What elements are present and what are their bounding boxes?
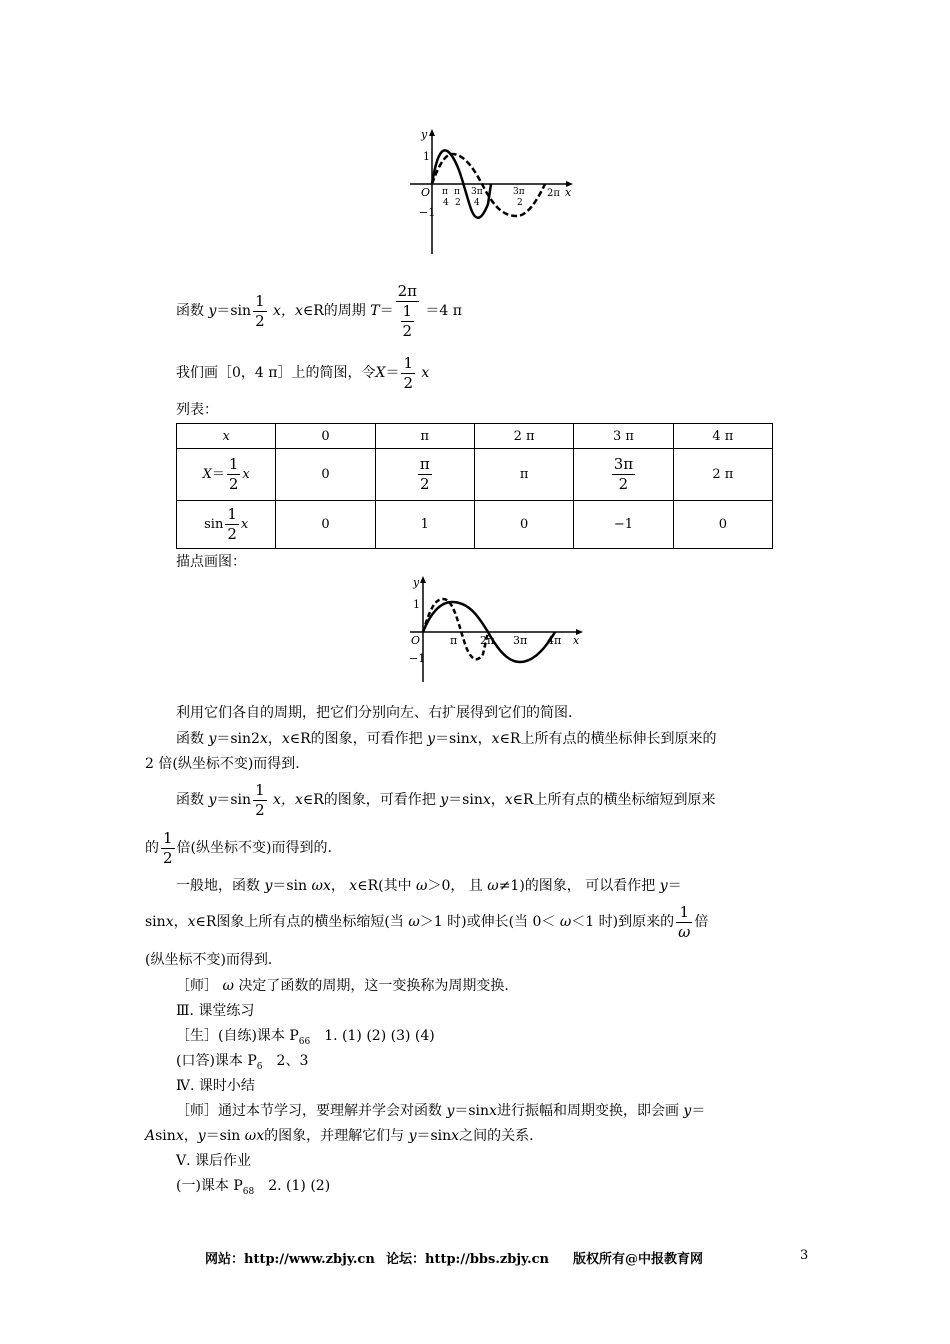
graph1-ytick-neg1: −1	[419, 206, 436, 219]
fraction-half	[401, 353, 415, 392]
var-y: y	[197, 1128, 206, 1144]
var-y: y	[408, 1128, 417, 1144]
subscript: 68	[242, 1186, 255, 1197]
var-x: x	[482, 792, 491, 808]
table-header-cell: 2 π	[474, 424, 573, 449]
text: ＝	[211, 467, 225, 482]
table-cell: 0	[276, 449, 375, 501]
text: ＝4 π	[420, 303, 462, 319]
graph1-axis-x: x	[565, 186, 572, 199]
text: ＝	[385, 365, 400, 381]
graph1-xtick-pi4-num: π	[442, 187, 448, 197]
list-label: 列表：	[176, 402, 218, 418]
table-row	[177, 449, 773, 501]
text: ∈R(其中	[357, 878, 417, 894]
var-omega: ω	[408, 914, 420, 930]
frac-den: 2	[255, 800, 265, 819]
footer-forum: 论坛：http://bbs.zbjy.cn	[386, 1252, 550, 1267]
frac-num: 1	[228, 455, 239, 473]
var-omega: ω	[244, 1128, 257, 1144]
table-cell: π	[474, 449, 573, 501]
var-y: y	[208, 303, 217, 319]
var-x: x	[175, 1128, 184, 1144]
var-A: A	[145, 1128, 156, 1144]
para-general-line1	[176, 876, 682, 896]
var-x: x，	[268, 303, 295, 319]
graph1-xtick-pi2-den: 2	[455, 198, 461, 208]
var-x: x	[294, 303, 303, 319]
table-row	[177, 501, 773, 549]
table-header-cell: 0	[276, 424, 375, 449]
para-half-line1	[176, 778, 716, 822]
var-y: y	[446, 1103, 455, 1119]
frac-num: 1	[163, 828, 173, 847]
graph1-xtick-3pi2-den: 2	[517, 198, 523, 208]
text: ＝	[667, 878, 682, 894]
var-x: x	[165, 914, 174, 930]
table-cell	[574, 449, 673, 501]
var-x: x	[322, 878, 331, 894]
text: ＝sin	[448, 792, 483, 808]
text: (口答)课本 P	[176, 1053, 257, 1069]
var-y: y	[683, 1103, 692, 1119]
value-table	[176, 423, 773, 549]
table-row-label	[177, 449, 276, 501]
var-x: x	[187, 914, 196, 930]
footer-site: 网站：http://www.zbjy.cn	[205, 1252, 375, 1267]
frac-den: 2	[255, 311, 265, 330]
table-header-cell: π	[375, 424, 474, 449]
var-x: x	[489, 1103, 497, 1119]
text: (一)课本 P	[176, 1178, 243, 1194]
var-y: y	[264, 878, 273, 894]
table-cell: 0	[276, 501, 375, 549]
graph1-xtick-pi4-den: 4	[443, 198, 449, 208]
text: ［师］	[176, 978, 223, 994]
text: sin	[204, 517, 224, 532]
var-x: x	[256, 1128, 265, 1144]
frac-den: 2	[228, 475, 239, 493]
text: ，	[330, 878, 350, 894]
period-half-x-line	[176, 276, 462, 346]
var-y: y	[208, 731, 217, 747]
subscript: 66	[298, 1036, 311, 1047]
subscript: 6	[256, 1061, 263, 1072]
text: ＝sin	[416, 1128, 452, 1144]
text: ∈R的图象，可看作把	[302, 792, 441, 808]
para-half-line2	[145, 826, 332, 870]
table-header-cell: 3 π	[574, 424, 673, 449]
text: ＝sin	[454, 1103, 490, 1119]
text: 函数	[176, 303, 209, 319]
text: ［生］(自练)课本 P	[176, 1028, 299, 1044]
var-x: x	[416, 365, 430, 381]
text: ，	[267, 731, 282, 747]
var-y: y	[208, 792, 217, 808]
text: ∈R上所有点的横坐标伸长到原来的	[499, 731, 717, 747]
text: 决定了函数的周期，这一变换称为周期变换.	[233, 978, 509, 994]
var-X: X	[202, 467, 212, 482]
section-5-heading: Ⅴ. 课后作业	[176, 1153, 252, 1169]
frac-num: 1	[679, 902, 689, 921]
graph1-xtick-3pi4-den: 4	[474, 198, 480, 208]
graph1-xtick-3pi2-num: 3π	[513, 187, 525, 197]
table-cell: 1	[375, 501, 474, 549]
practice-1	[176, 1026, 435, 1052]
frac-den: 2	[227, 525, 237, 543]
text: 2、3	[262, 1053, 309, 1069]
text: ≠1)的图象， 可以看作把	[498, 878, 660, 894]
frac-num: 1	[402, 301, 413, 320]
var-omega: ω	[487, 878, 499, 894]
text: ，	[477, 731, 492, 747]
var-x: x	[240, 517, 249, 532]
text: ，	[173, 914, 188, 930]
var-x: x	[491, 731, 500, 747]
var-omega: ω	[222, 978, 234, 994]
text: 我们画［0，4 π］上的简图，令	[176, 365, 376, 381]
table-cell: 2 π	[673, 449, 772, 501]
text: ＝sin	[435, 731, 470, 747]
graph2-xtick-3pi: 3π	[513, 634, 528, 647]
para-general-line3: (纵坐标不变)而得到.	[145, 952, 273, 968]
graph2-origin: O	[411, 634, 421, 647]
text: 的图象，并理解它们与	[264, 1128, 409, 1144]
graph-sin-comparison-1	[405, 126, 580, 256]
text: ＝sin	[272, 878, 312, 894]
graph2-ytick-neg1: −1	[409, 652, 426, 665]
text: ∈R上所有点的横坐标缩短到原来	[512, 792, 716, 808]
table-row	[177, 424, 773, 449]
graph2-axis-y: y	[413, 576, 420, 589]
graph-sin-comparison-2	[405, 574, 585, 684]
frac-num: 3π	[613, 455, 634, 473]
graph1-xtick-2pi: 2π	[547, 188, 560, 199]
table-header-cell: 4 π	[673, 424, 772, 449]
homework-1	[176, 1176, 330, 1202]
text: 倍	[694, 914, 709, 930]
var-T: T	[370, 303, 380, 319]
table-cell	[375, 449, 474, 501]
para-omega-period	[176, 976, 509, 996]
frac-den: 2	[420, 475, 430, 493]
frac-den: 2	[163, 848, 173, 867]
graph2-xtick-2pi: 2π	[480, 634, 495, 647]
text: ∈R图象上所有点的横坐标缩短(当	[195, 914, 409, 930]
para-sin2x-line2: 2 倍(纵坐标不变)而得到.	[145, 756, 300, 772]
summary-line2	[145, 1126, 534, 1146]
graph2-ytick-1: 1	[413, 598, 420, 611]
table-cell: 0	[474, 501, 573, 549]
text: 进行振幅和周期变换，即会画	[496, 1103, 684, 1119]
var-y: y	[427, 731, 436, 747]
plot-label: 描点画图：	[176, 554, 246, 570]
text: ＜1 时)到原来的	[571, 914, 675, 930]
text: 1. (1) (2) (3) (4)	[310, 1028, 435, 1044]
var-x: x	[259, 731, 268, 747]
var-omega: ω	[416, 878, 428, 894]
practice-2	[176, 1051, 308, 1077]
frac-num: 2π	[397, 281, 417, 300]
text: ＞1 时)或伸长(当 0＜	[419, 914, 560, 930]
var-omega: ω	[311, 878, 323, 894]
text: 倍(纵坐标不变)而得到的.	[176, 840, 332, 856]
graph1-axis-y: y	[421, 128, 428, 141]
table-cell: −1	[574, 501, 673, 549]
text: ＝	[379, 303, 394, 319]
fraction-period	[396, 281, 419, 340]
graph1-xtick-3pi4-num: 3π	[471, 187, 483, 197]
var-x: x	[294, 792, 303, 808]
frac-num: 1	[255, 291, 265, 310]
table-row-label	[177, 501, 276, 549]
frac-den: ω	[678, 922, 691, 941]
text: ［师］通过本节学习，要理解并学会对函数	[176, 1103, 447, 1119]
var-x: x	[242, 467, 250, 482]
text: ，	[183, 1128, 198, 1144]
frac-den: 2	[403, 373, 413, 392]
var-x: x，	[268, 792, 295, 808]
para-sin2x-line1	[176, 729, 716, 749]
frac-den: 2	[618, 475, 629, 493]
table-header-cell: x	[177, 424, 276, 449]
frac-num: 1	[403, 353, 413, 372]
footer-copyright: 版权所有@中报教育网	[573, 1252, 704, 1267]
text: ∈R的周期	[302, 303, 371, 319]
text: 函数	[176, 731, 209, 747]
graph2-xtick-pi: π	[450, 634, 458, 647]
summary-line1	[176, 1101, 705, 1121]
graph1-xtick-pi2-num: π	[454, 187, 460, 197]
para-extend: 利用它们各自的周期，把它们分别向左、右扩展得到它们的简图.	[176, 705, 573, 721]
text: ＝sin	[216, 792, 252, 808]
graph1-origin: O	[421, 186, 431, 199]
graph2-axis-x: x	[573, 634, 580, 647]
text: 一般地，函数	[176, 878, 265, 894]
frac-num: 1	[227, 505, 237, 523]
var-y: y	[659, 878, 668, 894]
text: ＝sin	[205, 1128, 245, 1144]
interval-line	[176, 352, 429, 394]
text: 之间的关系.	[459, 1128, 534, 1144]
frac-num: π	[419, 455, 430, 473]
text: ＝sin	[216, 303, 252, 319]
var-x: x	[469, 731, 478, 747]
graph2-xtick-4pi: 4π	[547, 634, 562, 647]
table-cell: 0	[673, 501, 772, 549]
frac-num: 1	[255, 780, 265, 799]
text: ＝sin2	[216, 731, 260, 747]
frac-den: 2	[402, 321, 413, 340]
para-general-line2	[145, 900, 708, 944]
var-y: y	[440, 792, 449, 808]
page-number: 3	[800, 1248, 809, 1263]
fraction-half	[253, 291, 267, 330]
text: 的	[145, 840, 159, 856]
section-3-heading: Ⅲ. 课堂练习	[176, 1003, 255, 1019]
var-x: x	[504, 792, 513, 808]
text: ∈R的图象，可看作把	[289, 731, 428, 747]
var-omega: ω	[559, 914, 572, 930]
text: 2. (1) (2)	[254, 1178, 331, 1194]
var-X: X	[375, 365, 386, 381]
text: sin	[155, 1128, 176, 1144]
text: 函数	[176, 792, 209, 808]
section-4-heading: Ⅳ. 课时小结	[176, 1078, 255, 1094]
graph1-ytick-1: 1	[423, 150, 430, 163]
var-x: x	[451, 1128, 460, 1144]
text: ＞0， 且	[427, 878, 488, 894]
text: sin	[145, 914, 166, 930]
text: ＝	[691, 1103, 706, 1119]
var-x: x	[349, 878, 358, 894]
var-x: x	[281, 731, 290, 747]
text: ，	[490, 792, 505, 808]
